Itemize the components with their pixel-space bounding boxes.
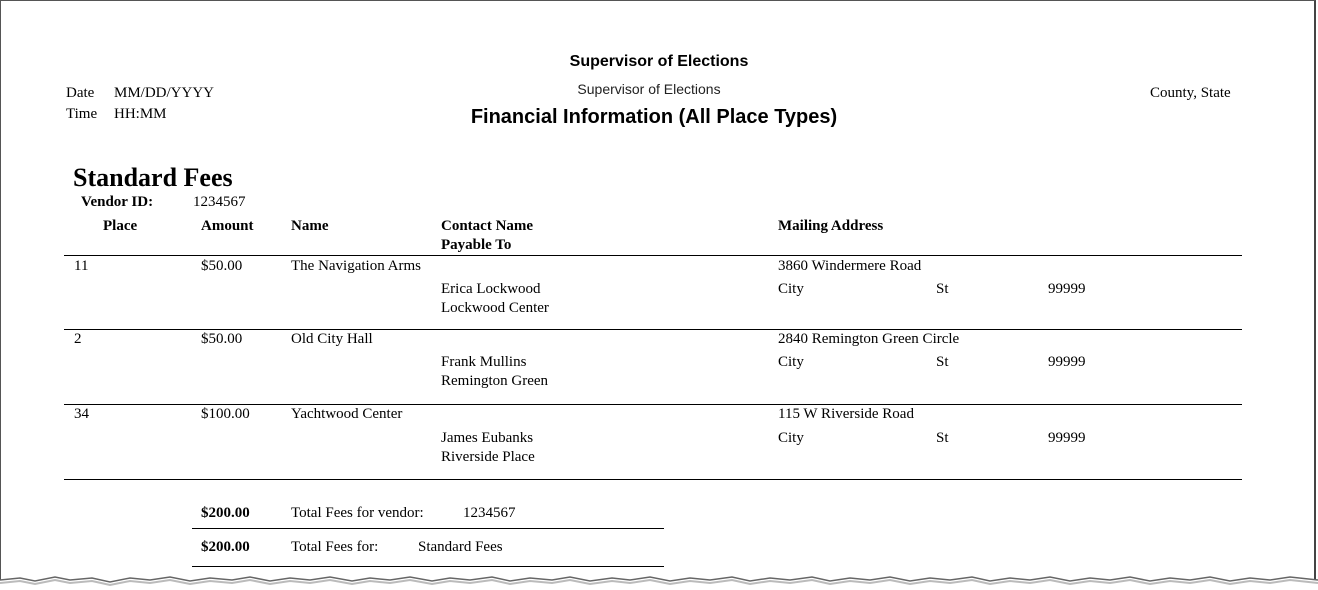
row-state: St [936, 430, 949, 446]
time-value: HH:MM [114, 106, 167, 122]
row-payable-to: Lockwood Center [441, 300, 549, 316]
col-header-amount: Amount [201, 218, 254, 234]
time-label: Time [66, 106, 98, 122]
torn-edge [0, 560, 1318, 590]
date-label: Date [66, 85, 95, 101]
row-payable-to: Remington Green [441, 373, 549, 389]
row-place: 11 [74, 258, 89, 274]
row-contact-name: James Eubanks [441, 430, 534, 446]
col-header-mailing-address: Mailing Address [778, 218, 884, 234]
row-amount: $100.00 [201, 406, 250, 422]
row-city: City [778, 430, 804, 446]
row-amount: $50.00 [201, 331, 243, 347]
row-zip: 99999 [1048, 281, 1086, 297]
row-contact-name: Erica Lockwood [441, 281, 541, 297]
vendor-total-label: Total Fees for vendor: [291, 505, 424, 521]
row-place: 2 [74, 331, 82, 347]
row-zip: 99999 [1048, 354, 1086, 370]
vendor-id-label: Vendor ID: [81, 194, 154, 210]
col-header-payable-to: Payable To [441, 237, 512, 253]
col-header-place: Place [103, 218, 138, 234]
date-value: MM/DD/YYYY [114, 85, 215, 101]
row-payable-to: Riverside Place [441, 449, 535, 465]
row-state: St [936, 281, 949, 297]
row-name: Old City Hall [291, 331, 373, 347]
row-city: City [778, 354, 804, 370]
vendor-total-divider [192, 528, 664, 529]
row-name: Yachtwood Center [291, 406, 403, 422]
section-total-amount: $200.00 [201, 539, 250, 555]
row-state: St [936, 354, 949, 370]
col-header-name: Name [291, 218, 329, 234]
section-total-label: Total Fees for: [291, 539, 379, 555]
header-divider [64, 255, 1242, 256]
row-amount: $50.00 [201, 258, 243, 274]
location: County, State [1150, 85, 1231, 101]
row-contact-name: Frank Mullins [441, 354, 527, 370]
row-zip: 99999 [1048, 430, 1086, 446]
row-city: City [778, 281, 804, 297]
row-place: 34 [74, 406, 89, 422]
report-title: Financial Information (All Place Types) [470, 106, 838, 128]
section-total-name: Standard Fees [418, 539, 503, 555]
col-header-contact-name: Contact Name [441, 218, 534, 234]
row-address: 3860 Windermere Road [778, 258, 922, 274]
row-divider [64, 404, 1242, 405]
row-address: 2840 Remington Green Circle [778, 331, 960, 347]
vendor-total-amount: $200.00 [201, 505, 250, 521]
org-subtitle: Supervisor of Elections [577, 81, 721, 97]
org-title: Supervisor of Elections [569, 53, 749, 70]
row-name: The Navigation Arms [291, 258, 421, 274]
section-title: Standard Fees [73, 163, 233, 192]
vendor-total-id: 1234567 [463, 505, 516, 521]
table-bottom-divider [64, 479, 1242, 480]
vendor-id-value: 1234567 [193, 194, 246, 210]
row-divider [64, 329, 1242, 330]
row-address: 115 W Riverside Road [778, 406, 914, 422]
